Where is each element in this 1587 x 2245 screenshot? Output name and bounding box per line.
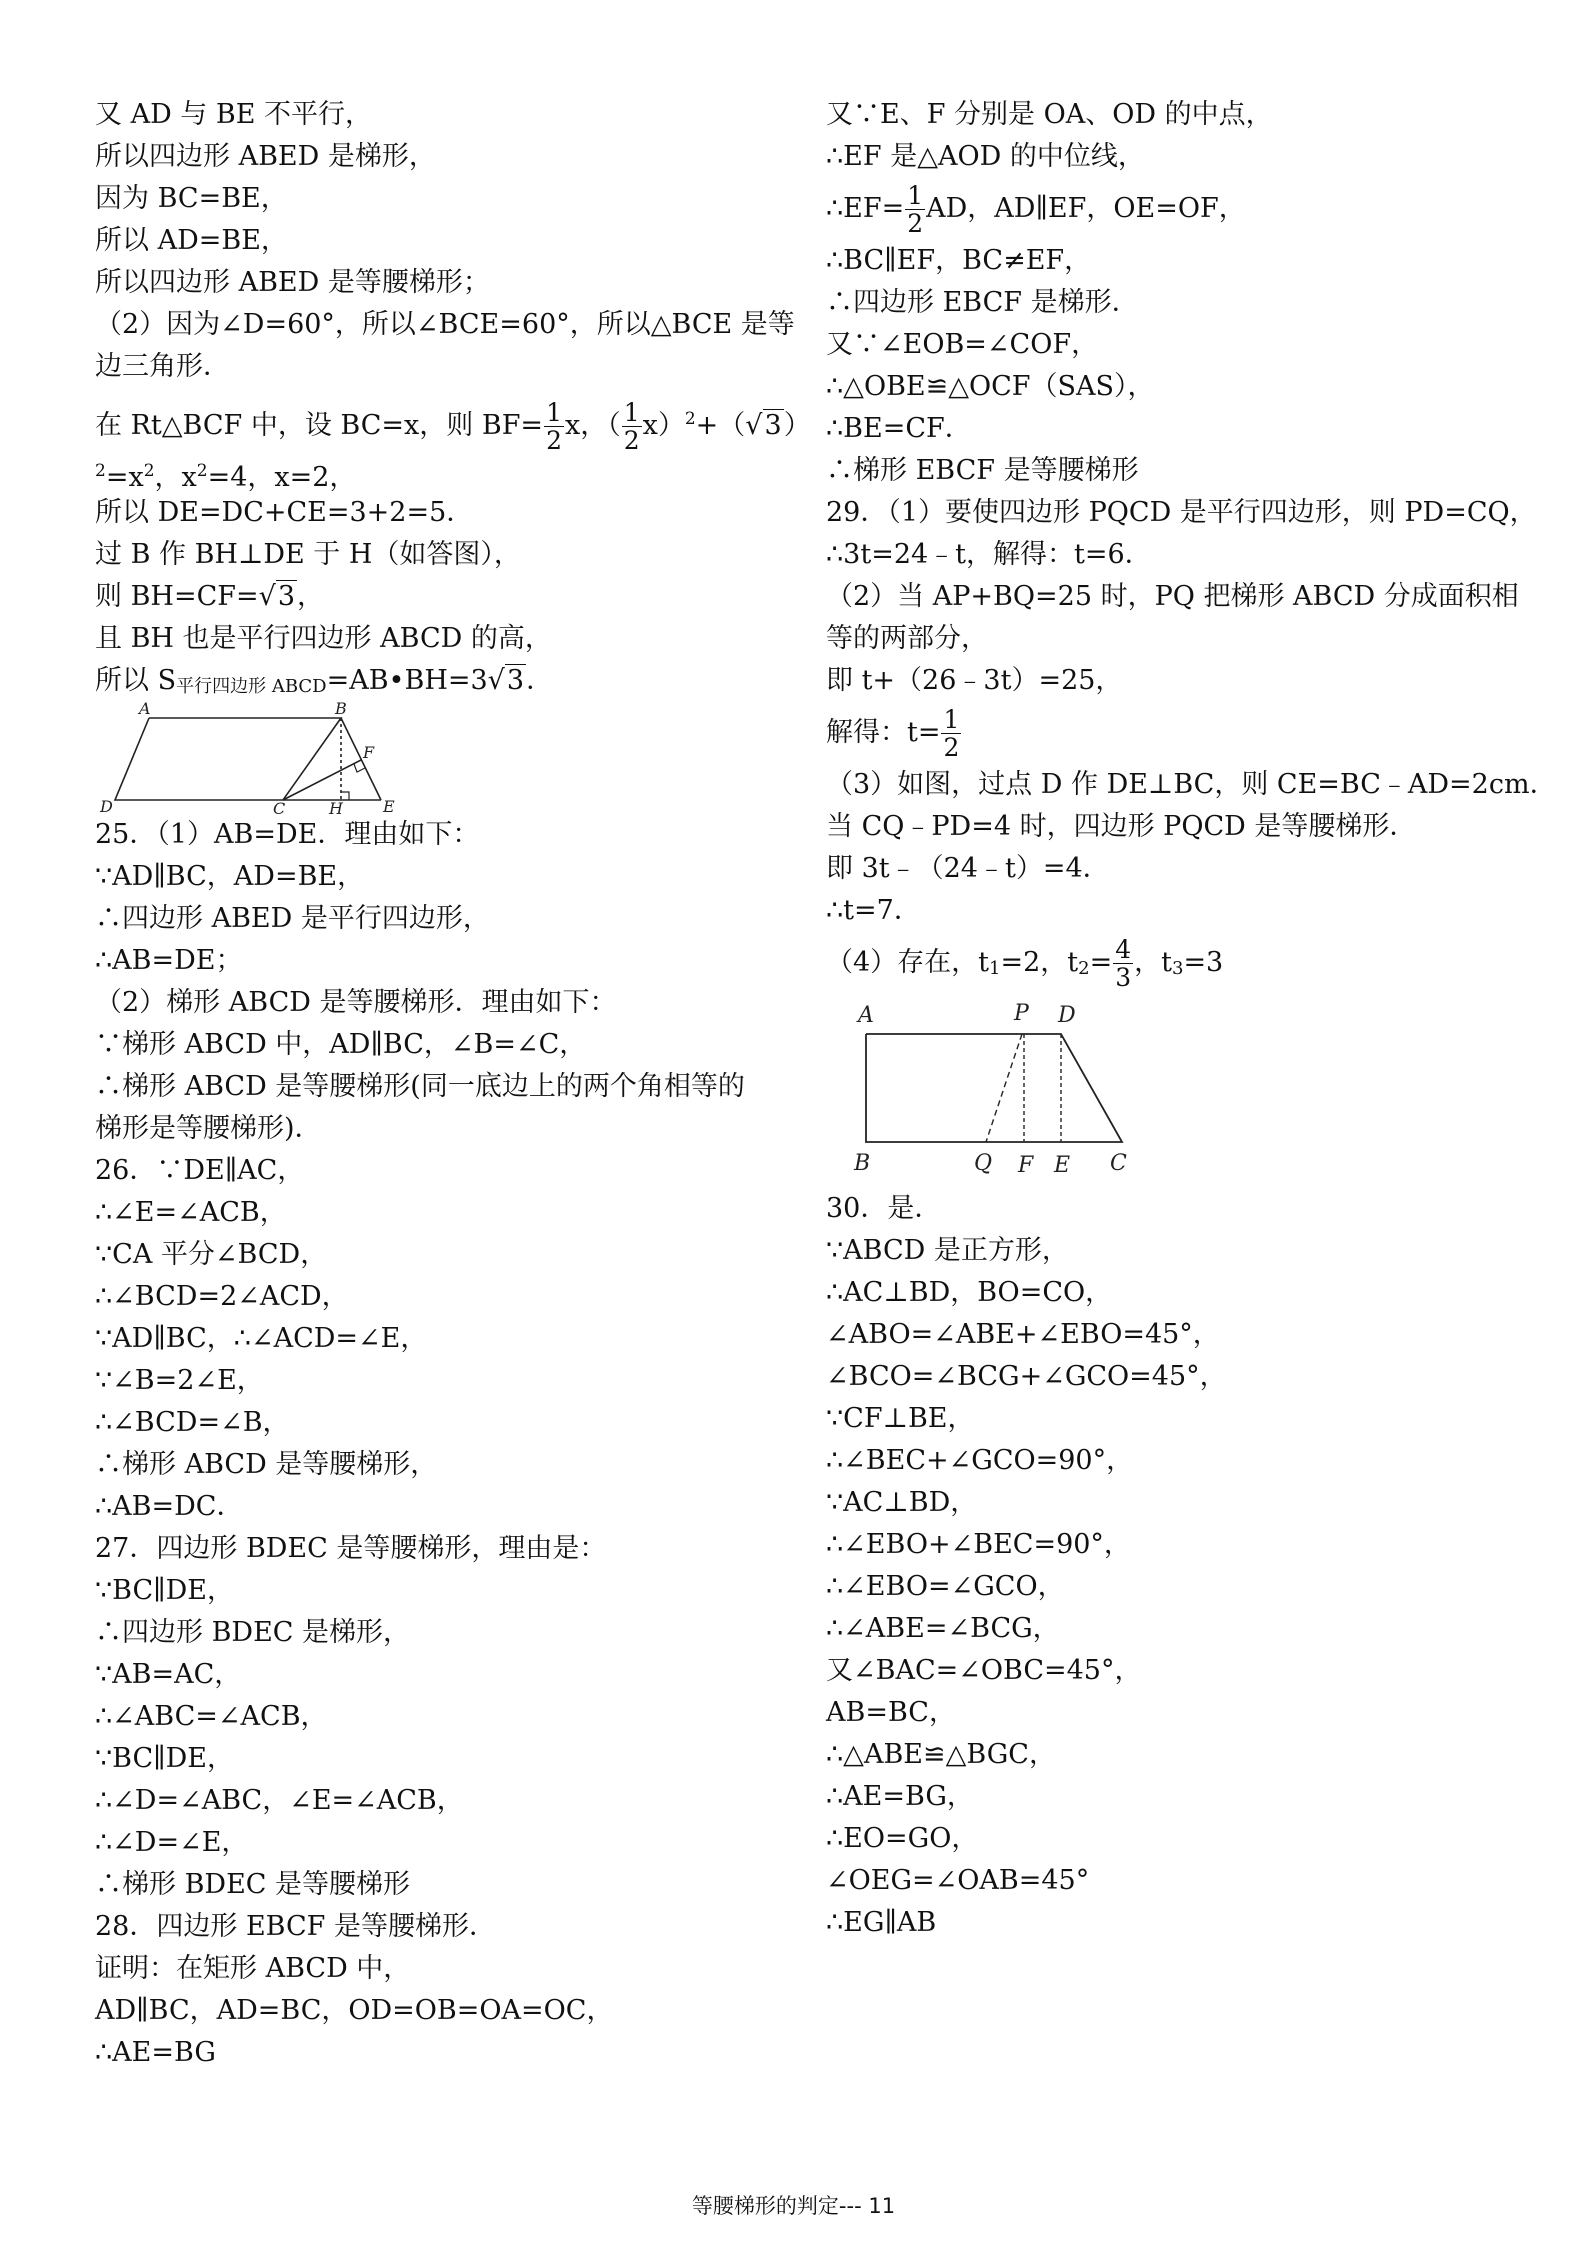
- denominator: 2: [907, 209, 924, 238]
- text-line: ∴梯形 ABCD 是等腰梯形(同一底边上的两个角相等的: [95, 1071, 745, 1102]
- radicand: 3: [277, 581, 296, 612]
- text-line: 即 3t﹣（24﹣t）=4．: [826, 853, 1110, 884]
- denominator: 2: [943, 733, 960, 762]
- text-line: ∴∠BEC+∠GCO=90°，: [826, 1445, 1134, 1476]
- text-segment: =: [1089, 947, 1113, 978]
- text-line: ∵CF⊥BE，: [826, 1403, 975, 1434]
- point-label-p: P: [1014, 1001, 1029, 1026]
- fraction: [905, 182, 925, 237]
- formula-line: [826, 932, 1526, 994]
- superscript: 2: [95, 461, 106, 481]
- text-line: （2）当 AP+BQ=25 时，PQ 把梯形 ABCD 分成面积相: [826, 581, 1519, 612]
- radicand: 3: [764, 410, 782, 441]
- point-label-e: E: [383, 797, 395, 814]
- text-line: ∴∠ABE=∠BCG，: [826, 1613, 1060, 1644]
- text-segment: （4）存在，t: [826, 947, 990, 978]
- point-label-c: C: [1110, 1151, 1127, 1176]
- text-segment: AD，AD∥EF，OE=OF，: [926, 193, 1246, 224]
- left-column: [95, 94, 811, 2074]
- text-segment: ）: [783, 410, 811, 441]
- text-line: ∴∠BCD=2∠ACD，: [95, 1281, 349, 1312]
- text-line: ∴AE=BG: [95, 2037, 216, 2068]
- text-line: 边三角形．: [95, 351, 230, 382]
- text-line: 25．（1）AB=DE．理由如下：: [95, 819, 480, 850]
- point-label-c: C: [273, 799, 286, 814]
- text-line: ∵∠B=2∠E，: [95, 1365, 264, 1396]
- parallelogram-diagram: [95, 702, 415, 814]
- radicand: 3: [506, 665, 525, 696]
- text-line: ∵BC∥DE，: [95, 1575, 235, 1606]
- text-line: ∴EF 是△AOD 的中位线，: [826, 141, 1145, 172]
- segment-pq: [986, 1034, 1022, 1142]
- text-line: （3）如图，过点 D 作 DE⊥BC，则 CE=BC﹣AD=2cm．: [826, 769, 1557, 800]
- superscript: 2: [143, 461, 155, 481]
- text-line: ∴AB=DC．: [95, 1491, 244, 1522]
- point-label-d: D: [100, 797, 113, 814]
- text-line: ∴AE=BG，: [826, 1781, 974, 1812]
- numerator: 1: [623, 398, 640, 427]
- text-line: ∴BE=CF．: [826, 413, 972, 444]
- text-line: ∴∠BCD=∠B，: [95, 1407, 290, 1438]
- text-line: 30．是．: [826, 1193, 942, 1224]
- page-footer: 等腰梯形的判定--- 11: [691, 2194, 896, 2218]
- formula-line: [826, 178, 1526, 240]
- formula-line: [95, 576, 795, 618]
- fraction: [941, 706, 961, 761]
- text-line: ∵CA 平分∠BCD，: [95, 1239, 328, 1270]
- text-line: AD∥BC，AD=BC，OD=OB=OA=OC，: [95, 1995, 614, 2026]
- text-line: 等的两部分，: [826, 623, 988, 654]
- text-segment: 解得：t=: [826, 717, 941, 748]
- segment-be: [341, 718, 381, 800]
- text-line: ∴四边形 BDEC 是梯形，: [95, 1617, 411, 1648]
- point-label-d: D: [1058, 1003, 1076, 1028]
- text-line: ∴EG∥AB: [826, 1907, 937, 1938]
- text-line: ∴∠D=∠ABC，∠E=∠ACB，: [95, 1785, 464, 1816]
- text-line: 所以 AD=BE，: [95, 225, 288, 256]
- superscript: 2: [196, 461, 208, 481]
- text-line: ∴t=7．: [826, 895, 921, 926]
- text-line: 28．四边形 EBCF 是等腰梯形．: [95, 1911, 496, 1942]
- text-line: ∴△ABE≌△BGC，: [826, 1739, 1056, 1770]
- text-line: ∴EO=GO，: [826, 1823, 979, 1854]
- trapezoid-outline: [866, 1034, 1122, 1142]
- superscript: 2: [684, 409, 696, 429]
- text-line: 27．四边形 BDEC 是等腰梯形，理由是：: [95, 1533, 607, 1564]
- text-line: ∴△OBE≌△OCF（SAS），: [826, 371, 1155, 402]
- text-segment: 则 BH=CF=: [95, 581, 259, 612]
- point-label-q: Q: [974, 1151, 993, 1176]
- text-line: ∴AC⊥BD，BO=CO，: [826, 1277, 1113, 1308]
- text-line: ∴四边形 ABED 是平行四边形，: [95, 903, 490, 934]
- text-segment: =2，t: [1000, 947, 1079, 978]
- sqrt-expression: √3: [258, 581, 296, 612]
- text-line: ∵AD∥BC，∴∠ACD=∠E，: [95, 1323, 428, 1354]
- text-segment: =AB•BH=3: [326, 665, 488, 696]
- point-label-a: A: [858, 1003, 874, 1028]
- text-segment: ，x: [154, 462, 197, 493]
- subscript: 3: [1171, 958, 1184, 979]
- point-label-b: B: [335, 702, 347, 718]
- text-line: 且 BH 也是平行四边形 ABCD 的高，: [95, 623, 552, 654]
- text-line: ∴3t=24﹣t，解得：t=6．: [826, 539, 1152, 570]
- text-line: ∴∠D=∠E，: [95, 1827, 249, 1858]
- numerator: 1: [546, 398, 562, 427]
- point-label-f: F: [1018, 1153, 1034, 1178]
- denominator: 2: [546, 426, 562, 455]
- text-segment: x）: [642, 410, 685, 441]
- text-segment: =3: [1183, 947, 1224, 978]
- text-line: ∴∠EBO=∠GCO，: [826, 1571, 1065, 1602]
- formula-line: [95, 388, 811, 455]
- text-segment: 在 Rt△BCF 中，设 BC=x，则 BF=: [95, 410, 544, 441]
- subscript: 平行四边形 ABCD: [176, 676, 327, 697]
- text-line: ∴梯形 ABCD 是等腰梯形，: [95, 1449, 438, 1480]
- text-line: （2）因为∠D=60°，所以∠BCE=60°，所以△BCE 是等: [95, 309, 795, 340]
- text-line: ∴AB=DE；: [95, 945, 243, 976]
- text-segment: ，t: [1134, 947, 1172, 978]
- text-line: ∴∠ABC=∠ACB，: [95, 1701, 328, 1732]
- trapezoid-figure: [826, 994, 1526, 1188]
- denominator: 2: [623, 426, 640, 455]
- text-segment: ．: [526, 665, 554, 696]
- point-label-e: E: [1054, 1153, 1071, 1178]
- text-line: ∵梯形 ABCD 中，AD∥BC，∠B=∠C，: [95, 1029, 587, 1060]
- sqrt-expression: √3: [487, 665, 525, 696]
- text-line: ∠OEG=∠OAB=45°: [826, 1865, 1090, 1896]
- text-line: ∵AC⊥BD，: [826, 1487, 978, 1518]
- text-line: ∠BCO=∠BCG+∠GCO=45°，: [826, 1361, 1227, 1392]
- point-label-f: F: [363, 743, 375, 762]
- fraction: [622, 399, 642, 454]
- text-segment: +（: [695, 410, 746, 441]
- text-line: ∴梯形 EBCF 是等腰梯形: [826, 455, 1139, 486]
- text-line: 当 CQ﹣PD=4 时，四边形 PQCD 是等腰梯形．: [826, 811, 1417, 842]
- text-line: ∴BC∥EF，BC≠EF，: [826, 245, 1092, 276]
- text-line: 26．∵DE∥AC，: [95, 1155, 305, 1186]
- formula-line: [826, 702, 1526, 764]
- text-segment: x，（: [564, 410, 621, 441]
- fraction: [1113, 936, 1133, 991]
- subscript: 2: [1078, 958, 1090, 979]
- text-line: 所以四边形 ABED 是梯形，: [95, 141, 436, 172]
- denominator: 3: [1115, 963, 1132, 992]
- trapezoid-diagram: [826, 994, 1146, 1184]
- text-line: 所以四边形 ABED 是等腰梯形；: [95, 267, 490, 298]
- text-line: ∴梯形 BDEC 是等腰梯形: [95, 1869, 411, 1900]
- numerator: 1: [943, 705, 960, 734]
- right-column: [826, 94, 1557, 1944]
- text-segment: ，: [297, 581, 325, 612]
- text-line: 证明：在矩形 ABCD 中，: [95, 1953, 411, 1984]
- text-line: 过 B 作 BH⊥DE 于 H（如答图），: [95, 539, 521, 570]
- text-line: ∵AD∥BC，AD=BE，: [95, 861, 365, 892]
- text-line: 梯形是等腰梯形)．: [95, 1113, 322, 1144]
- text-line: ∴∠EBO+∠BEC=90°，: [826, 1529, 1131, 1560]
- text-line: AB=BC，: [826, 1697, 956, 1728]
- point-label-a: A: [139, 702, 151, 718]
- fraction: [544, 399, 564, 454]
- text-segment: =4，x=2，: [207, 462, 357, 493]
- text-line: ∴四边形 EBCF 是梯形．: [826, 287, 1139, 318]
- formula-line: [95, 450, 795, 492]
- formula-line: [95, 660, 795, 702]
- text-line: 29．（1）要使四边形 PQCD 是平行四边形，则 PD=CQ，: [826, 497, 1537, 528]
- numerator: 4: [1115, 935, 1132, 964]
- text-line: 又 AD 与 BE 不平行，: [95, 99, 373, 130]
- text-line: 又∵E、F 分别是 OA、OD 的中点，: [826, 99, 1273, 130]
- text-line: （2）梯形 ABCD 是等腰梯形．理由如下：: [95, 987, 617, 1018]
- text-segment: 所以 S: [95, 665, 177, 696]
- text-line: 即 t+（26﹣3t）=25，: [826, 665, 1123, 696]
- text-line: ∵AB=AC，: [95, 1659, 242, 1690]
- numerator: 1: [907, 181, 924, 210]
- text-line: ∵BC∥DE，: [95, 1743, 235, 1774]
- text-line: 又∵∠EOB=∠COF，: [826, 329, 1099, 360]
- text-line: ∴∠E=∠ACB，: [95, 1197, 287, 1228]
- parallelogram-figure: [95, 702, 795, 814]
- sqrt-expression: √3: [745, 410, 782, 441]
- text-segment: ∴EF=: [826, 193, 905, 224]
- subscript: 1: [989, 958, 1001, 979]
- text-line: 又∠BAC=∠OBC=45°，: [826, 1655, 1142, 1686]
- text-line: ∵ABCD 是正方形，: [826, 1235, 1069, 1266]
- point-label-b: B: [854, 1151, 871, 1176]
- text-line: 因为 BC=BE，: [95, 183, 288, 214]
- text-segment: =x: [105, 462, 144, 493]
- text-line: 所以 DE=DC+CE=3+2=5．: [95, 497, 474, 528]
- text-line: ∠ABO=∠ABE+∠EBO=45°，: [826, 1319, 1220, 1350]
- point-label-h: H: [329, 799, 343, 814]
